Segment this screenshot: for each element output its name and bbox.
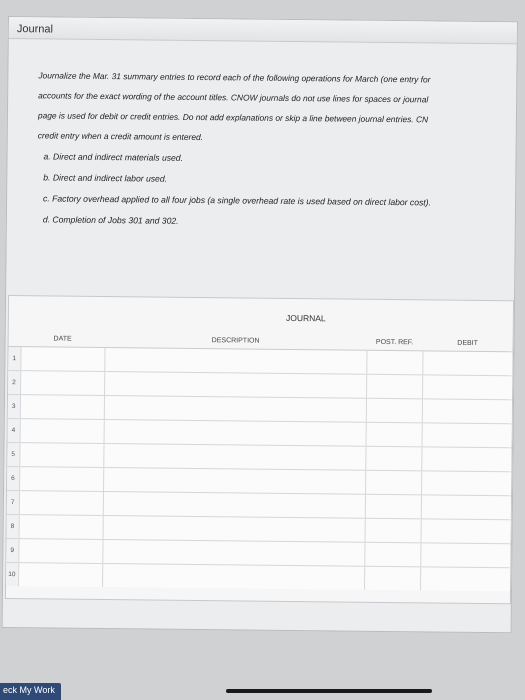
instruction-line-2: accounts for the exact wording of the account titles. CNOW journals do not use lines for spaces or journal bbox=[38, 90, 429, 105]
description-cell[interactable] bbox=[103, 443, 365, 470]
date-cell[interactable] bbox=[19, 490, 103, 515]
journal-table bbox=[6, 332, 513, 591]
date-cell[interactable] bbox=[18, 538, 102, 563]
home-indicator-bar bbox=[226, 689, 432, 693]
instruction-item-b: b. Direct and indirect labor used. bbox=[43, 172, 168, 184]
debit-cell[interactable] bbox=[422, 374, 512, 399]
description-cell[interactable] bbox=[104, 419, 366, 446]
debit-cell[interactable] bbox=[421, 470, 511, 495]
post-ref-cell[interactable] bbox=[366, 350, 422, 375]
debit-cell[interactable] bbox=[421, 446, 511, 471]
row-number: 6 bbox=[7, 466, 19, 490]
row-number: 8 bbox=[7, 514, 19, 538]
row-number: 2 bbox=[8, 370, 20, 394]
instruction-item-a: a. Direct and indirect materials used. bbox=[43, 151, 184, 163]
description-cell[interactable] bbox=[104, 347, 366, 374]
instructions bbox=[37, 65, 517, 235]
instruction-items bbox=[43, 146, 516, 235]
date-cell[interactable] bbox=[20, 418, 104, 443]
row-number-header bbox=[9, 332, 21, 346]
description-cell[interactable] bbox=[103, 467, 365, 494]
debit-cell[interactable] bbox=[422, 398, 512, 423]
post-ref-cell[interactable] bbox=[365, 470, 421, 495]
instruction-line-1: Journalize the Mar. 31 summary entries to record each of the following operations for March (one entry for bbox=[38, 70, 431, 85]
journal-title: JOURNAL bbox=[285, 312, 326, 324]
date-cell[interactable] bbox=[19, 514, 103, 539]
row-number: 3 bbox=[8, 394, 20, 418]
row-number: 10 bbox=[6, 562, 18, 586]
debit-cell[interactable] bbox=[422, 422, 512, 447]
date-cell[interactable] bbox=[18, 562, 102, 587]
post-ref-cell[interactable] bbox=[365, 494, 421, 519]
check-my-work-button[interactable]: eck My Work bbox=[0, 683, 61, 700]
date-cell[interactable] bbox=[19, 442, 103, 467]
instruction-line-4: credit entry when a credit amount is entered. bbox=[37, 130, 204, 143]
date-cell[interactable] bbox=[20, 346, 104, 371]
post-ref-cell[interactable] bbox=[366, 422, 422, 447]
debit-header: DEBIT bbox=[423, 336, 513, 351]
row-number: 9 bbox=[6, 538, 18, 562]
description-cell[interactable] bbox=[104, 395, 366, 422]
post-ref-cell[interactable] bbox=[366, 374, 422, 399]
debit-cell[interactable] bbox=[420, 566, 510, 591]
instruction-item-c: c. Factory overhead applied to all four jobs (a single overhead rate is used based on direct labor cost). bbox=[43, 193, 432, 208]
debit-cell[interactable] bbox=[422, 350, 512, 375]
row-number: 1 bbox=[8, 346, 20, 370]
debit-cell[interactable] bbox=[421, 518, 511, 543]
post-ref-cell[interactable] bbox=[365, 518, 421, 543]
journal-table-container bbox=[5, 295, 514, 604]
date-cell[interactable] bbox=[20, 394, 104, 419]
instruction-item-d: d. Completion of Jobs 301 and 302. bbox=[42, 214, 179, 226]
post-ref-cell[interactable] bbox=[365, 446, 421, 471]
row-number: 5 bbox=[7, 442, 19, 466]
instruction-line-3: page is used for debit or credit entries. Do not add explanations or skip a line between journal entries. CN bbox=[37, 110, 429, 125]
description-header: DESCRIPTION bbox=[105, 333, 367, 350]
debit-cell[interactable] bbox=[421, 494, 511, 519]
description-cell[interactable] bbox=[103, 515, 365, 542]
post-ref-cell[interactable] bbox=[366, 398, 422, 423]
date-cell[interactable] bbox=[19, 466, 103, 491]
post-ref-cell[interactable] bbox=[364, 542, 420, 567]
date-cell[interactable] bbox=[20, 370, 104, 395]
row-number: 7 bbox=[7, 490, 19, 514]
date-header: DATE bbox=[21, 332, 105, 347]
description-cell[interactable] bbox=[102, 539, 364, 566]
row-number: 4 bbox=[8, 418, 20, 442]
post-ref-header: POST. REF. bbox=[367, 336, 423, 351]
journal-panel bbox=[2, 16, 518, 633]
description-cell[interactable] bbox=[104, 371, 366, 398]
panel-title-bar bbox=[9, 17, 517, 44]
description-cell[interactable] bbox=[103, 491, 365, 518]
description-cell[interactable] bbox=[102, 563, 364, 590]
journal-row bbox=[6, 562, 510, 591]
panel-title: Journal bbox=[16, 23, 54, 36]
post-ref-cell[interactable] bbox=[364, 566, 420, 591]
debit-cell[interactable] bbox=[420, 542, 510, 567]
